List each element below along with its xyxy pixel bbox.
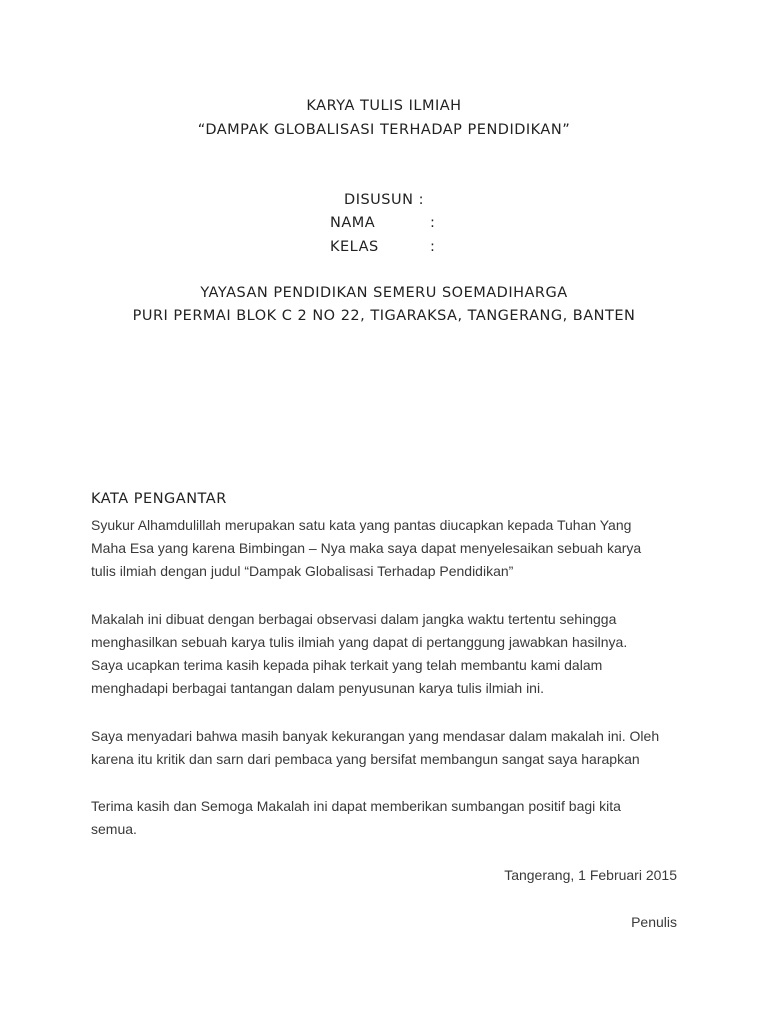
paragraph-line: Terima kasih dan Semoga Makalah ini dapat memberikan sumbangan positif bagi kita xyxy=(91,798,621,814)
foreword-paragraph-1 xyxy=(91,514,691,583)
paragraph-line: menghasilkan sebuah karya tulis ilmiah yang dapat di pertanggung jawabkan hasilnya. xyxy=(91,634,628,650)
paragraph-line: Syukur Alhamdulillah merupakan satu kata yang pantas diucapkan kepada Tuhan Yang xyxy=(91,517,632,533)
paragraph-line: semua. xyxy=(91,821,137,837)
paragraph-line: Saya menyadari bahwa masih banyak kekurangan yang mendasar dalam makalah ini. Oleh xyxy=(91,728,660,744)
nama-separator: : xyxy=(430,215,436,231)
paragraph-line: Maha Esa yang karena Bimbingan – Nya maka saya dapat menyelesaikan sebuah karya xyxy=(91,540,642,556)
foreword-paragraph-4 xyxy=(91,795,691,841)
kelas-label: KELAS xyxy=(330,239,379,255)
nama-row xyxy=(330,215,435,231)
foreword-title: KATA PENGANTAR xyxy=(91,491,227,507)
disusun-label: DISUSUN : xyxy=(344,192,424,208)
foreword-paragraph-2 xyxy=(91,608,691,700)
document-title: KARYA TULIS ILMIAH xyxy=(306,98,462,114)
paragraph-line: Makalah ini dibuat dengan berbagai observasi dalam jangka waktu tertentu sehingga xyxy=(91,611,617,627)
document-subtitle: “DAMPAK GLOBALISASI TERHADAP PENDIDIKAN” xyxy=(197,122,571,138)
paragraph-line: karena itu kritik dan sarn dari pembaca yang bersifat membangun sangat saya harapkan xyxy=(91,751,640,767)
institution-address: PURI PERMAI BLOK C 2 NO 22, TIGARAKSA, TANGERANG, BANTEN xyxy=(132,308,636,324)
place-date: Tangerang, 1 Februari 2015 xyxy=(504,867,677,883)
foreword-paragraph-3 xyxy=(91,725,691,771)
institution-name: YAYASAN PENDIDIKAN SEMERU SOEMADIHARGA xyxy=(200,285,568,301)
paragraph-line: menghadapi berbagai tantangan dalam penyusunan karya tulis ilmiah ini. xyxy=(91,680,544,696)
paragraph-line: tulis ilmiah dengan judul “Dampak Globalisasi Terhadap Pendidikan” xyxy=(91,563,514,579)
kelas-row xyxy=(330,239,435,255)
paragraph-line: Saya ucapkan terima kasih kepada pihak terkait yang telah membantu kami dalam xyxy=(91,657,603,673)
kelas-separator: : xyxy=(430,239,436,255)
signature-label: Penulis xyxy=(631,914,677,930)
nama-label: NAMA xyxy=(330,215,376,231)
